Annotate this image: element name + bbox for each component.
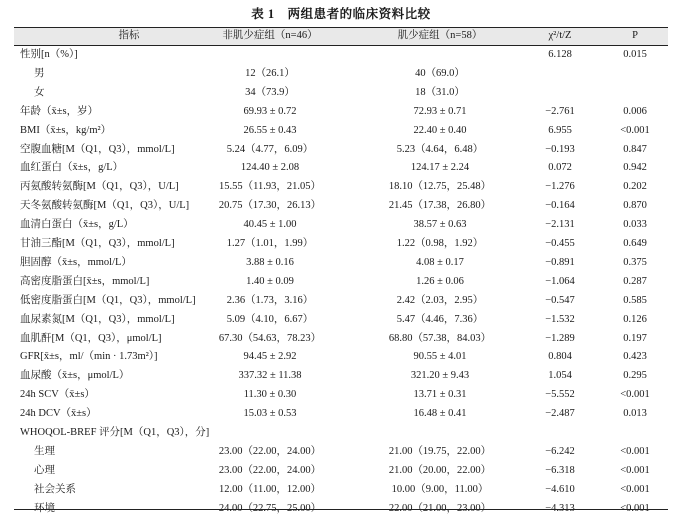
cell-indicator: 血红蛋白（x̄±s，g/L）: [20, 162, 124, 174]
cell-sarcopenia: 1.22（0.98，1.92）: [396, 238, 484, 249]
cell-statistic: 1.054: [548, 370, 572, 382]
cell-sarcopenia: 21.00（19.75，22.00）: [388, 445, 492, 457]
cell-p-value: <0.001: [620, 464, 650, 476]
cell-non-sarcopenia: 69.93 ± 0.72: [243, 105, 297, 117]
cell-non-sarcopenia: 67.30（54.63，78.23）: [218, 332, 322, 344]
cell-indicator: 空腹血糖[M（Q1，Q3），mmol/L]: [20, 143, 175, 155]
cell-indicator: 男: [34, 67, 45, 79]
cell-statistic: −6.318: [545, 464, 575, 476]
cell-p-value: 0.847: [623, 143, 647, 155]
cell-indicator: 血肌酐[M（Q1，Q3），μmol/L]: [20, 332, 162, 344]
cell-sarcopenia: 38.57 ± 0.63: [413, 219, 467, 231]
cell-statistic: −0.193: [545, 143, 575, 155]
table-caption: 表 1 两组患者的临床资料比较: [251, 7, 431, 21]
cell-sarcopenia: 2.42（2.03，2.95）: [396, 294, 484, 306]
cell-statistic: −4.610: [545, 483, 575, 495]
cell-p-value: 0.649: [623, 238, 647, 249]
cell-statistic: −0.164: [545, 200, 575, 212]
cell-p-value: 0.033: [623, 219, 647, 231]
cell-non-sarcopenia: 1.27（1.01，1.99）: [226, 238, 314, 249]
cell-non-sarcopenia: 94.45 ± 2.92: [243, 351, 297, 363]
cell-sarcopenia: 5.47（4.46，7.36）: [396, 313, 484, 325]
cell-p-value: 0.126: [623, 313, 647, 325]
cell-statistic: −0.455: [545, 238, 575, 249]
header-p-value: P: [632, 30, 638, 41]
cell-p-value: <0.001: [620, 389, 650, 401]
cell-sarcopenia: 68.80（57.38，84.03）: [388, 332, 492, 344]
cell-indicator: 甘油三酯[M（Q1，Q3），mmol/L]: [20, 238, 175, 249]
cell-sarcopenia: 5.23（4.64，6.48）: [396, 143, 484, 155]
cell-p-value: 0.375: [623, 256, 647, 268]
cell-non-sarcopenia: 1.40 ± 0.09: [246, 275, 294, 287]
header-statistic: χ²/t/Z: [548, 30, 572, 41]
cell-p-value: 0.197: [623, 332, 647, 344]
cell-sarcopenia: 10.00（9.00，11.00）: [391, 483, 489, 495]
cell-sarcopenia: 16.48 ± 0.41: [413, 408, 467, 420]
cell-statistic: 0.072: [548, 162, 572, 174]
cell-p-value: 0.006: [623, 105, 647, 117]
cell-non-sarcopenia: 15.55（11.93，21.05）: [219, 181, 321, 193]
cell-indicator: 生理: [34, 445, 55, 457]
cell-indicator: 24h SCV（x̄±s）: [20, 389, 95, 401]
cell-statistic: 6.955: [548, 124, 572, 136]
cell-indicator: 血尿酸（x̄±s，μmol/L）: [20, 370, 130, 382]
cell-statistic: −2.487: [545, 408, 575, 420]
cell-indicator: GFR[x̄±s，ml/（min · 1.73m²）]: [20, 351, 158, 363]
cell-statistic: 0.804: [548, 351, 572, 363]
cell-p-value: 0.015: [623, 49, 647, 60]
cell-indicator: 年龄（x̄±s，岁）: [20, 105, 99, 117]
cell-non-sarcopenia: 12.00（11.00，12.00）: [219, 483, 321, 495]
cell-indicator: 血尿素氮[M（Q1，Q3），mmol/L]: [20, 313, 175, 325]
cell-non-sarcopenia: 34（73.9）: [245, 86, 295, 98]
cell-indicator: 24h DCV（x̄±s）: [20, 408, 97, 420]
cell-statistic: −1.276: [545, 181, 575, 193]
cell-sarcopenia: 18.10（12.75，25.48）: [388, 181, 492, 193]
header-non-sarcopenia: 非肌少症组（n=46）: [222, 30, 318, 41]
cell-indicator: BMI（x̄±s，kg/m²）: [20, 124, 112, 136]
cell-sarcopenia: 21.00（20.00，22.00）: [388, 464, 492, 476]
cell-statistic: −2.131: [545, 219, 575, 231]
cell-p-value: 0.013: [623, 408, 647, 420]
cell-indicator: 胆固醇（x̄±s，mmol/L）: [20, 256, 132, 268]
cell-non-sarcopenia: 11.30 ± 0.30: [243, 389, 297, 401]
cell-non-sarcopenia: 5.24（4.77，6.09）: [226, 143, 314, 155]
cell-p-value: 0.202: [623, 181, 647, 193]
cell-p-value: <0.001: [620, 445, 650, 457]
cell-indicator: 丙氨酸转氨酶[M（Q1，Q3），U/L]: [20, 181, 179, 193]
cell-p-value: 0.942: [623, 162, 647, 174]
cell-sarcopenia: 13.71 ± 0.31: [413, 389, 467, 401]
cell-sarcopenia: 22.40 ± 0.40: [413, 124, 467, 136]
cell-statistic: −1.532: [545, 313, 575, 325]
cell-sarcopenia: 4.08 ± 0.17: [416, 256, 464, 268]
cell-indicator: 天冬氨酸转氨酶[M（Q1，Q3），U/L]: [20, 200, 190, 212]
cell-non-sarcopenia: 23.00（22.00，24.00）: [218, 464, 322, 476]
cell-non-sarcopenia: 15.03 ± 0.53: [243, 408, 297, 420]
cell-non-sarcopenia: 26.55 ± 0.43: [243, 124, 297, 136]
cell-sarcopenia: 321.20 ± 9.43: [410, 370, 470, 382]
cell-indicator: 社会关系: [34, 483, 76, 495]
cell-statistic: −6.242: [545, 445, 575, 457]
cell-indicator: WHOQOL-BREF 评分[M（Q1，Q3），分]: [20, 427, 210, 438]
cell-indicator: 低密度脂蛋白[M（Q1，Q3），mmol/L]: [20, 294, 196, 306]
cell-sarcopenia: 18（31.0）: [415, 86, 465, 98]
cell-non-sarcopenia: 20.75（17.30，26.13）: [218, 200, 322, 212]
cell-indicator: 女: [34, 86, 45, 98]
table-bottom-rule: [14, 509, 668, 510]
cell-statistic: −2.761: [545, 105, 575, 117]
cell-sarcopenia: 124.17 ± 2.24: [410, 162, 470, 174]
cell-indicator: 高密度脂蛋白[x̄±s，mmol/L]: [20, 275, 150, 287]
cell-non-sarcopenia: 5.09（4.10，6.67）: [226, 313, 314, 325]
cell-p-value: 0.870: [623, 200, 647, 212]
cell-p-value: <0.001: [620, 124, 650, 136]
cell-p-value: 0.423: [623, 351, 647, 363]
cell-statistic: −0.891: [545, 256, 575, 268]
header-sarcopenia: 肌少症组（n=58）: [397, 30, 483, 41]
cell-non-sarcopenia: 3.88 ± 0.16: [246, 256, 294, 268]
cell-statistic: −1.064: [545, 275, 575, 287]
cell-non-sarcopenia: 124.40 ± 2.08: [240, 162, 300, 174]
cell-statistic: −1.289: [545, 332, 575, 344]
cell-statistic: 6.128: [548, 49, 572, 60]
cell-p-value: <0.001: [620, 483, 650, 495]
cell-non-sarcopenia: 2.36（1.73，3.16）: [226, 294, 314, 306]
cell-statistic: −0.547: [545, 294, 575, 306]
cell-indicator: 性别[n（%）]: [20, 49, 78, 60]
cell-non-sarcopenia: 40.45 ± 1.00: [243, 219, 297, 231]
cell-indicator: 血清白蛋白（x̄±s，g/L）: [20, 219, 134, 231]
cell-p-value: 0.585: [623, 294, 647, 306]
cell-sarcopenia: 40（69.0）: [415, 67, 465, 79]
cell-non-sarcopenia: 12（26.1）: [245, 67, 295, 79]
cell-sarcopenia: 21.45（17.38，26.80）: [388, 200, 492, 212]
cell-indicator: 心理: [34, 464, 55, 476]
cell-p-value: 0.295: [623, 370, 647, 382]
cell-non-sarcopenia: 337.32 ± 11.38: [238, 370, 302, 382]
cell-sarcopenia: 72.93 ± 0.71: [413, 105, 467, 117]
cell-sarcopenia: 1.26 ± 0.06: [416, 275, 464, 287]
cell-non-sarcopenia: 23.00（22.00，24.00）: [218, 445, 322, 457]
header-indicator: 指标: [118, 30, 140, 41]
cell-statistic: −5.552: [545, 389, 575, 401]
cell-sarcopenia: 90.55 ± 4.01: [413, 351, 467, 363]
cell-p-value: 0.287: [623, 275, 647, 287]
